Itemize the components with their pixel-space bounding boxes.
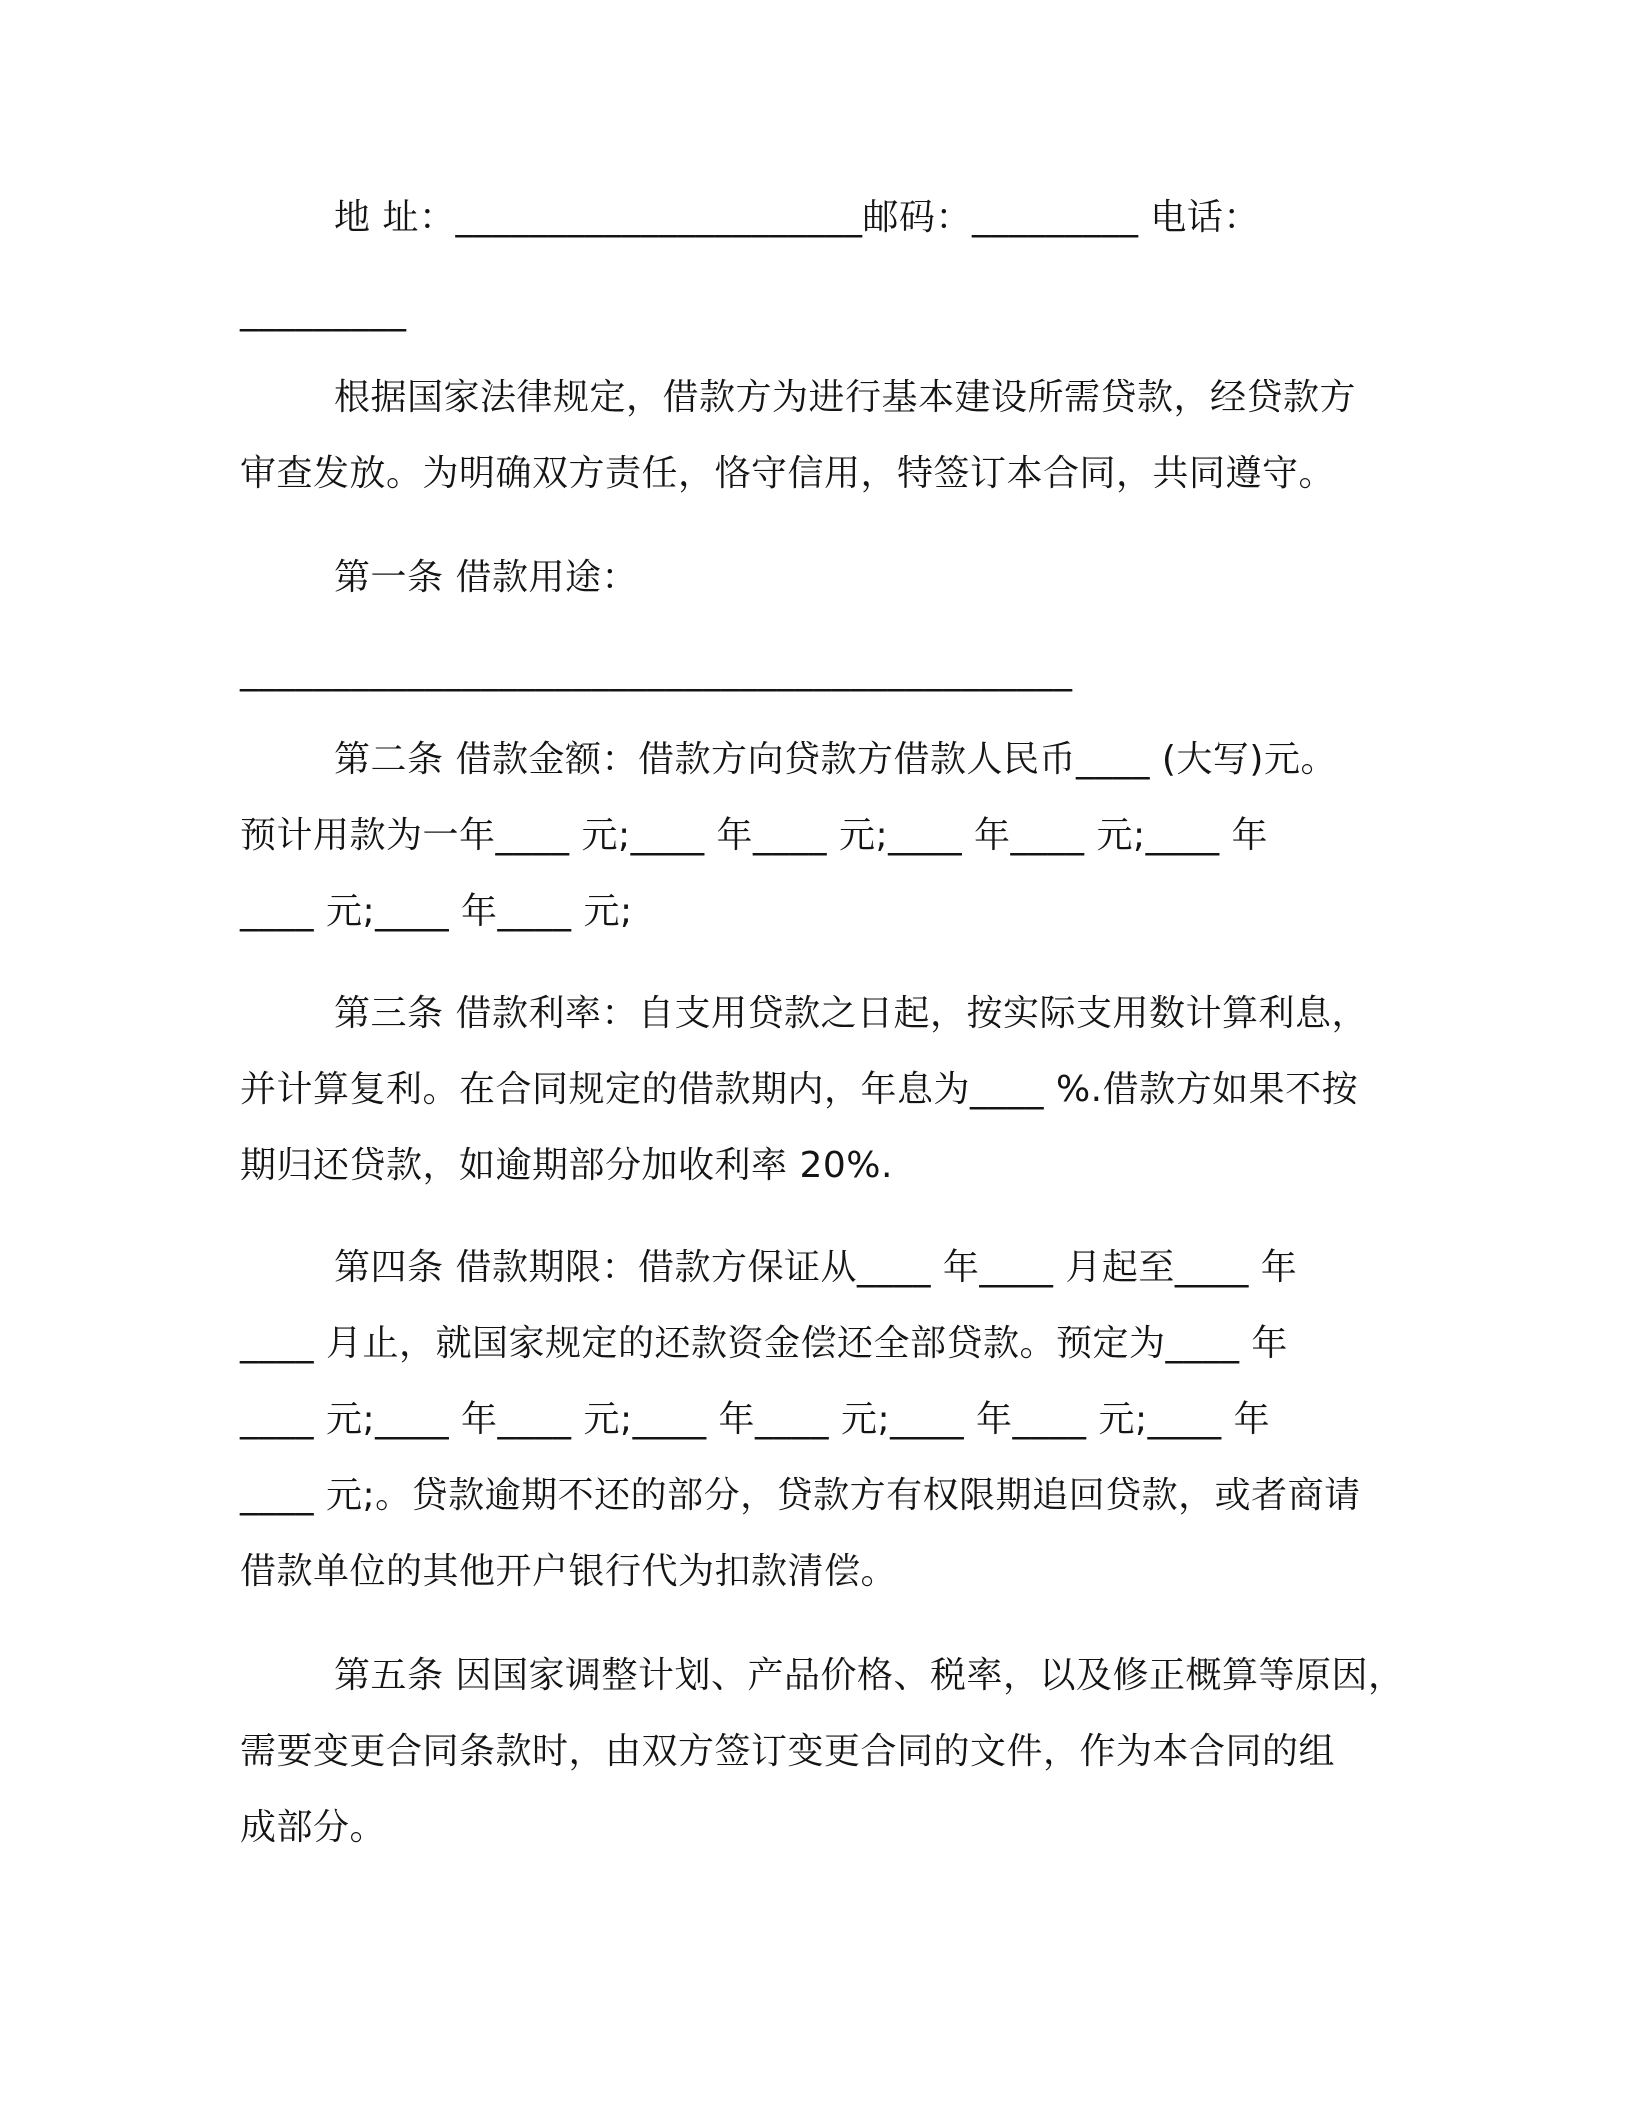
article-3-line-1: 第三条 借款利率：自支用贷款之日起，按实际支用数计算利息，: [334, 993, 1368, 1034]
article-4-line-2: ____ 月止，就国家规定的还款资金偿还全部贷款。预定为____ 年: [240, 1323, 1288, 1364]
preamble-line-2: 审查发放。为明确双方责任，恪守信用，特签订本合同，共同遵守。: [240, 453, 1336, 494]
article-4-line-4: ____ 元;。贷款逾期不还的部分，贷款方有权限期追回贷款，或者商请: [240, 1475, 1361, 1516]
article-2-line-2: 预计用款为一年____ 元;____ 年____ 元;____ 年____ 元;____ 年: [240, 815, 1269, 856]
article-3-line-3: 期归还贷款，如逾期部分加收利率 20%.: [240, 1145, 893, 1186]
article-1-heading: 第一条 借款用途：: [334, 557, 638, 598]
article-4-line-1: 第四条 借款期限：借款方保证从____ 年____ 月起至____ 年: [334, 1247, 1298, 1288]
article-5-line-3: 成部分。: [240, 1807, 387, 1848]
phone-blank-line: _________: [240, 291, 407, 332]
address-line: 地 址：______________________邮码：_________ 电话：: [334, 197, 1260, 238]
preamble-line-1: 根据国家法律规定，借款方为进行基本建设所需贷款，经贷款方: [334, 377, 1357, 418]
article-2-line-1: 第二条 借款金额：借款方向贷款方借款人民币____ (大写)元。: [334, 739, 1337, 780]
article-4-line-3: ____ 元;____ 年____ 元;____ 年____ 元;____ 年____ 元;____ 年: [240, 1399, 1271, 1440]
article-4-line-5: 借款单位的其他开户银行代为扣款清偿。: [240, 1551, 898, 1592]
article-5-line-2: 需要变更合同条款时，由双方签订变更合同的文件，作为本合同的组: [240, 1731, 1336, 1772]
article-1-blank: _____________________________________________: [240, 651, 1073, 692]
article-3-line-2: 并计算复利。在合同规定的借款期内，年息为____ %.借款方如果不按: [240, 1069, 1359, 1110]
article-5-line-1: 第五条 因国家调整计划、产品价格、税率，以及修正概算等原因，: [334, 1655, 1405, 1696]
article-2-line-3: ____ 元;____ 年____ 元;: [240, 891, 633, 932]
